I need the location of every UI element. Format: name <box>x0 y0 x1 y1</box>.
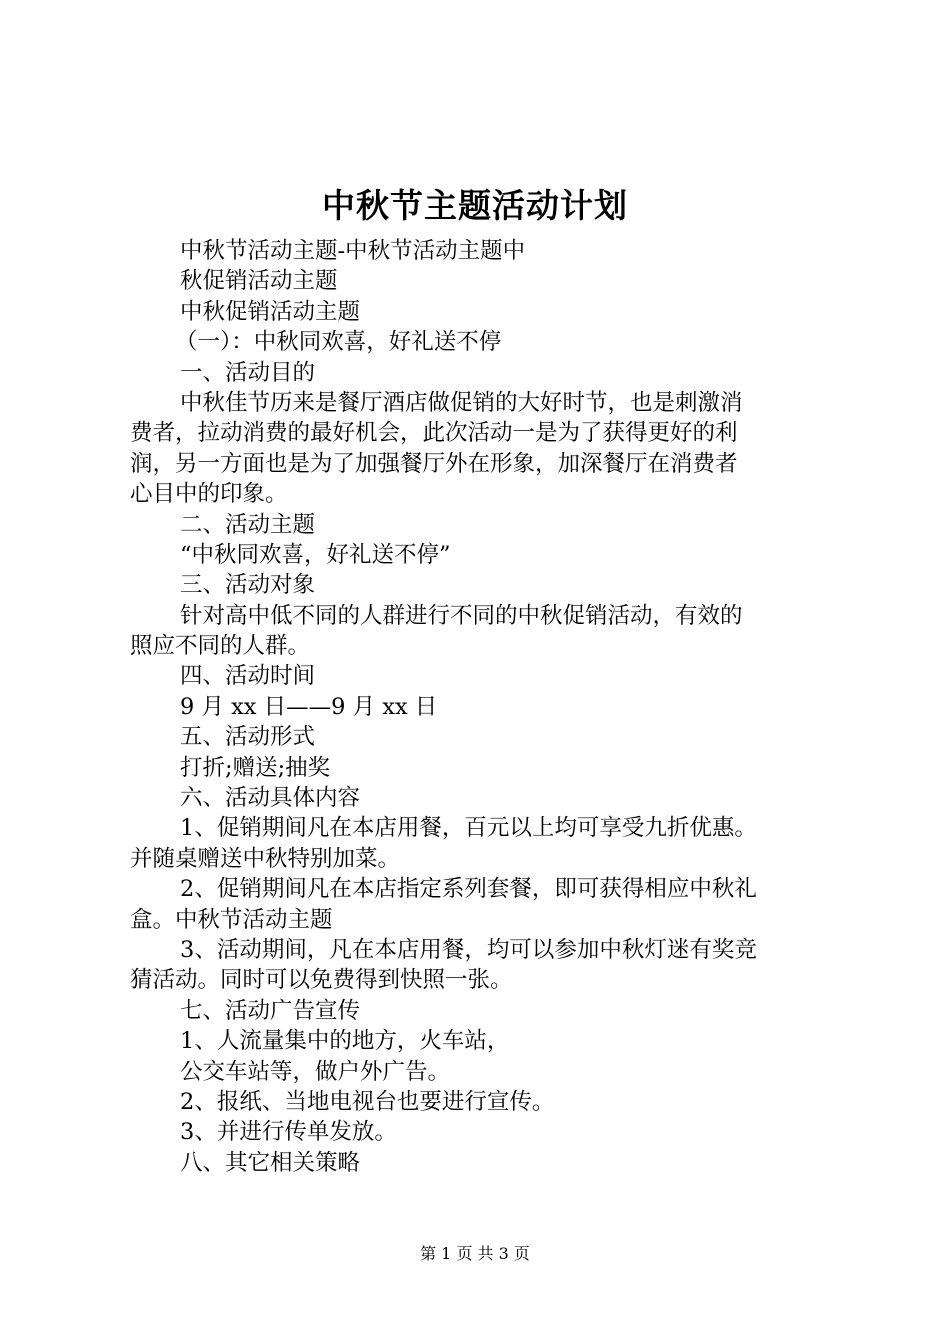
paragraph-line: 润，另一方面也是为了加强餐厅外在形象，加深餐厅在消费者 <box>130 450 738 477</box>
paragraph-line: 9 月 xx 日——9 月 xx 日 <box>180 693 438 720</box>
document-title: 中秋节主题活动计划 <box>322 186 628 225</box>
paragraph-line: 公交车站等，做户外广告。 <box>180 1058 451 1085</box>
paragraph-line: 盒。中秋节活动主题 <box>130 906 333 933</box>
paragraph-line: 2、报纸、当地电视台也要进行宣传。 <box>180 1088 555 1115</box>
page-footer: 第 1 页 共 3 页 <box>420 1244 530 1263</box>
section-heading: 四、活动时间 <box>180 663 316 690</box>
section-heading: 六、活动具体内容 <box>180 785 361 812</box>
paragraph-line: 打折;赠送;抽奖 <box>180 754 331 781</box>
paragraph-line: （一）：中秋同欢喜，好礼送不停 <box>175 329 502 356</box>
section-heading: 七、活动广告宣传 <box>180 997 361 1024</box>
paragraph-line: 费者，拉动消费的最好机会，此次活动一是为了获得更好的利 <box>130 420 738 447</box>
paragraph-line: 1、促销期间凡在本店用餐，百元以上均可享受九折优惠。 <box>180 815 757 842</box>
paragraph-line: 中秋节活动主题-中秋节活动主题中 <box>180 238 526 264</box>
paragraph-line: 3、活动期间，凡在本店用餐，均可以参加中秋灯迷有奖竞 <box>180 936 757 963</box>
paragraph-line: “中秋同欢喜，好礼送不停” <box>180 541 451 568</box>
paragraph-line: 针对高中低不同的人群进行不同的中秋促销活动，有效的 <box>180 602 743 629</box>
paragraph-line: 2、促销期间凡在本店指定系列套餐，即可获得相应中秋礼 <box>180 876 757 903</box>
section-heading: 二、活动主题 <box>180 511 316 538</box>
section-heading: 五、活动形式 <box>180 724 316 751</box>
section-heading: 一、活动目的 <box>180 359 316 386</box>
paragraph-line: 中秋促销活动主题 <box>180 298 361 325</box>
paragraph-line: 并随桌赠送中秋特别加菜。 <box>130 845 401 872</box>
paragraph-line: 1、人流量集中的地方，火车站， <box>180 1028 510 1055</box>
paragraph-line: 3、并进行传单发放。 <box>180 1119 397 1146</box>
document-body <box>130 236 830 1178</box>
paragraph-line: 猜活动。同时可以免费得到快照一张。 <box>130 967 513 994</box>
paragraph-line: 中秋佳节历来是餐厅酒店做促销的大好时节，也是刺激消 <box>180 389 743 416</box>
paragraph-line: 心目中的印象。 <box>130 481 288 508</box>
paragraph-line: 秋促销活动主题 <box>180 268 338 295</box>
section-heading: 八、其它相关策略 <box>180 1149 361 1176</box>
paragraph-line: 照应不同的人群。 <box>130 633 311 660</box>
section-heading: 三、活动对象 <box>180 572 316 599</box>
